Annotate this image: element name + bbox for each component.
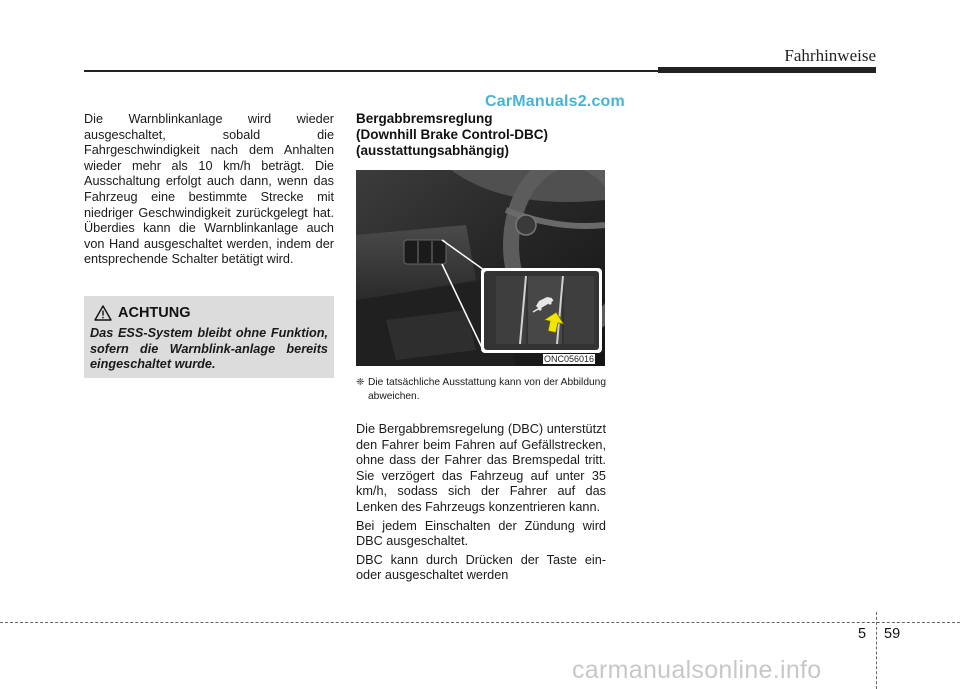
warning-triangle-icon <box>94 305 112 326</box>
header-title: Fahrhinweise <box>784 46 876 65</box>
header-bar <box>658 67 876 73</box>
footer-divider <box>876 612 877 689</box>
warning-box <box>84 296 334 378</box>
section-heading <box>356 111 606 159</box>
warning-title: ACHTUNG <box>118 305 191 321</box>
header-rule <box>84 70 658 72</box>
heading-line-1: Bergabbremsreglung <box>356 111 493 126</box>
dbc-paragraph-1: Die Bergabbremsregelung (DBC) unterstützt den Fahrer beim Fahren auf Gefällstrecken, ohne dass der Fahrer das Bremspedal tritt. Sie verzögert das Fahrzeug auf unter 35 km/h, sodass sich der Fahrer auf das Lenken des Fahrzeugs konzentrieren kann. <box>356 422 606 514</box>
note-bullet: ❈ <box>356 377 365 388</box>
figure-note <box>356 376 606 404</box>
heading-line-3: (ausstattungsabhängig) <box>356 143 510 158</box>
footer-rule <box>0 622 960 623</box>
hazard-paragraph: Die Warnblinkanlage wird wieder ausgeschaltet, sobald die Fahrgeschwindigkeit nach dem Anhalten wieder mehr als 10 km/h beträgt. Die Ausschaltung erfolgt auch dann, wenn das Fahrzeug eine bestimmte Strecke mit niedriger Geschwindigkeit zurückgelegt hat. Überdies kann die Warnblinkanlage auch von Hand ausgeschaltet werden, indem der entsprechende Schalter betätigt wird. <box>84 112 334 267</box>
dbc-paragraph-2: Bei jedem Einschalten der Zündung wird DBC ausgeschaltet. <box>356 518 606 549</box>
note-text: Die tatsächliche Ausstattung kann von der Abbildung abweichen. <box>368 377 606 402</box>
watermark-logo: CarManuals2.com <box>485 93 625 110</box>
left-column <box>84 112 334 268</box>
figure-code: ONC056016 <box>544 354 595 364</box>
heading-line-2: (Downhill Brake Control-DBC) <box>356 127 548 142</box>
dbc-paragraph-3: DBC kann durch Drücken der Taste ein- oder ausgeschaltet werden <box>356 552 606 583</box>
chapter-number: 5 <box>858 626 867 642</box>
site-watermark: carmanualsonline.info <box>572 656 822 684</box>
page-number: 59 <box>884 626 901 642</box>
dbc-switch-figure <box>356 170 605 366</box>
dbc-description <box>356 422 606 587</box>
warning-text: Das ESS-System bleibt ohne Funktion, sofern die Warnblink-anlage bereits eingeschaltet wurde. <box>90 326 328 371</box>
